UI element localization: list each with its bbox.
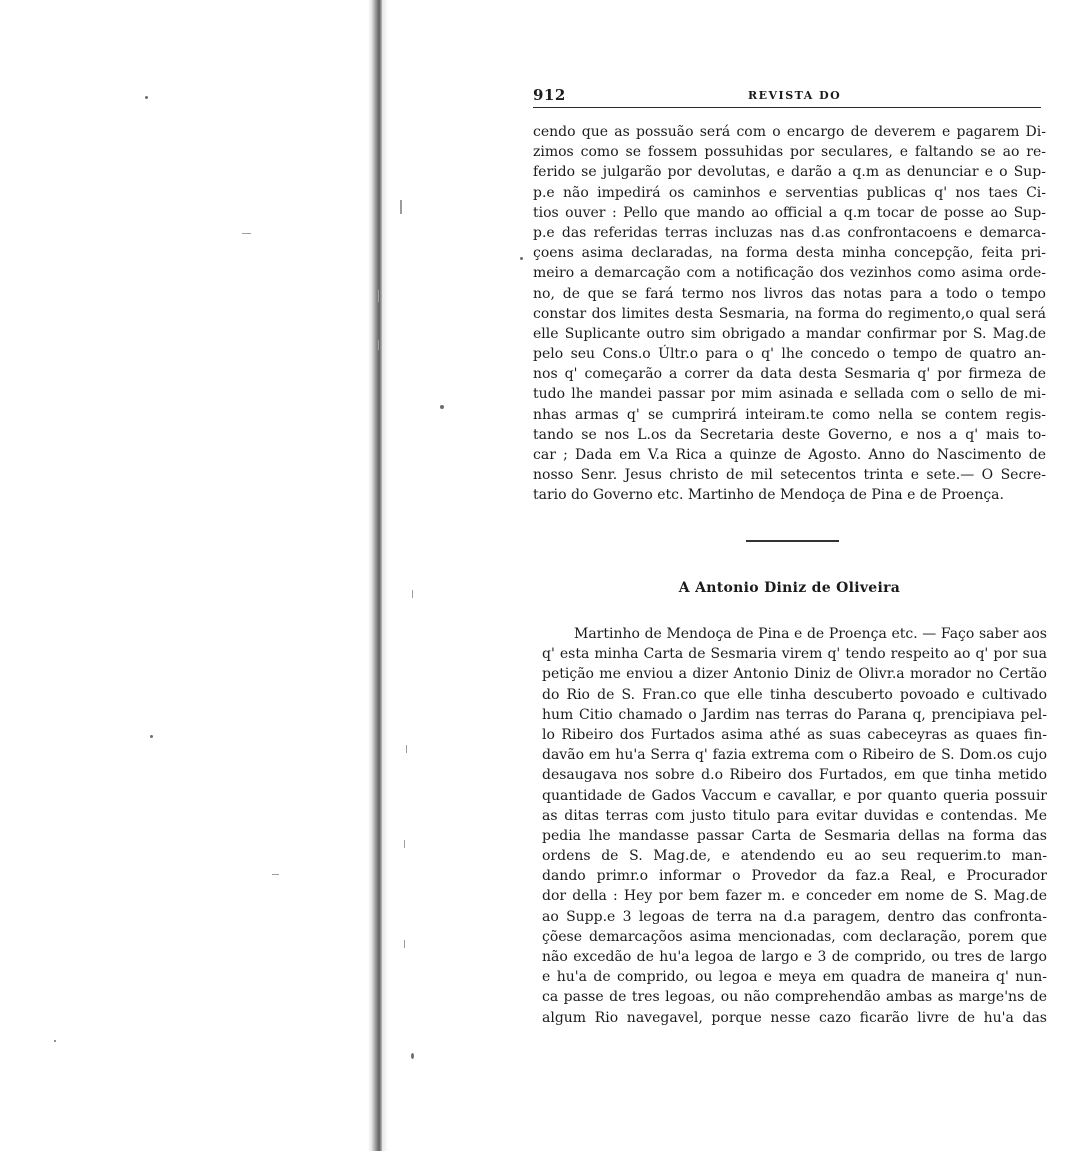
text-line: pedia lhe mandasse passar Carta de Sesmaria dellas na forma das xyxy=(542,827,1047,844)
text-line: petição me enviou a dizer Antonio Diniz de Olivr.a morador no Certão xyxy=(542,666,1047,683)
page-header xyxy=(533,86,1041,108)
text-line: q' esta minha Carta de Sesmaria virem q' tendo respeito ao q' por sua xyxy=(542,646,1047,663)
text-line: tios ouver : Pello que mando ao official a q.m tocar de posse ao Sup- xyxy=(533,204,1046,221)
text-line: pelo seu Cons.o Últr.o para o q' lhe concedo o tempo de quatro an- xyxy=(533,346,1046,363)
text-line: no, de que se fará termo nos livros das notas para a todo o tempo xyxy=(533,285,1046,302)
text-line: tudo lhe mandei passar por mim asinada e sellada com o sello de mi- xyxy=(533,386,1046,403)
text-line: Martinho de Mendoça de Pina e de Proença etc. — Faço saber aos xyxy=(574,626,1047,642)
scan-mark xyxy=(404,840,405,848)
text-line: p.e não impedirá os caminhos e serventias publicas q' nos taes Ci- xyxy=(533,184,1046,201)
section-title: A Antonio Diniz de Oliveira xyxy=(678,580,901,596)
text-line: hum Citio chamado o Jardim nas terras do Parana q, prencipiava pel- xyxy=(542,706,1047,723)
scan-mark xyxy=(404,940,405,948)
text-line: dor della : Hey por bem fazer m. e conceder em nome de S. Mag.de xyxy=(542,888,1047,905)
text-line: ao Supp.e 3 legoas de terra na d.a paragem, dentro das confronta- xyxy=(542,908,1047,925)
text-line: davão em hu'a Serra q' fazia extrema com o Ribeiro de S. Dom.os cujo xyxy=(542,747,1047,764)
text-line: elle Suplicante outro sim obrigado a mandar confirmar por S. Mag.de xyxy=(533,325,1046,342)
page-binding-gutter xyxy=(368,0,382,1151)
scan-mark xyxy=(406,745,407,753)
body-text xyxy=(542,624,1047,1028)
text-line: ca passe de tres legoas, ou não comprehendão ambas as marge'ns de xyxy=(542,989,1047,1006)
text-line: as ditas terras com justo titulo para evitar duvidas e contendas. Me xyxy=(542,807,1047,824)
gutter-shadow xyxy=(382,0,388,1151)
text-line: algum Rio navegavel, porque nesse cazo ficarão livre de hu'a das xyxy=(542,1009,1047,1026)
text-line: tando se nos L.os da Secretaria deste Governo, e nos a q' mais to- xyxy=(533,426,1046,443)
text-line: nos q' começarão a correr da data desta Sesmaria q' por firmeza de xyxy=(533,366,1046,383)
text-line: desaugava nos sobre d.o Ribeiro dos Furtados, em que tinha metido xyxy=(542,767,1047,784)
text-line: ferido se julgarão por devolutas, e darão a q.m as denunciar e o Sup- xyxy=(533,164,1046,181)
scan-speck xyxy=(145,96,148,99)
text-line: nhas armas q' se cumprirá inteiram.te como nella se contem regis- xyxy=(533,406,1046,423)
scan-speck xyxy=(520,257,523,260)
text-line: do Rio de S. Fran.co que elle tinha descuberto povoado e cultivado xyxy=(542,686,1047,703)
text-line: dando primr.o informar o Provedor da faz.a Real, e Procurador xyxy=(542,868,1047,885)
header-rule xyxy=(533,107,1041,108)
section-divider xyxy=(746,540,839,542)
text-line: tario do Governo etc. Martinho de Mendoça de Pina e de Proença. xyxy=(533,487,1004,504)
text-line: não excedão de hu'a legoa de largo e 3 de comprido, ou tres de largo xyxy=(542,949,1047,965)
text-line: nosso Senr. Jesus christo de mil setecentos trinta e sete.— O Secre- xyxy=(533,467,1046,484)
text-line: lo Ribeiro dos Furtados asima athé as suas cabeceyras as quaes fin- xyxy=(542,726,1047,743)
scan-mark xyxy=(378,340,379,350)
scan-speck xyxy=(150,735,153,738)
text-line: cendo que as possuão será com o encargo de deverem e pagarem Di- xyxy=(533,124,1046,140)
scan-mark xyxy=(378,290,379,302)
text-line: p.e das referidas terras incluzas nas d.as confrontacoens e demarca- xyxy=(533,224,1046,241)
text-line: zimos como se fossem possuhidas por seculares, e faltando se ao re- xyxy=(533,144,1046,161)
scan-speck xyxy=(440,405,444,409)
page-number: 912 xyxy=(533,86,566,104)
scan-speck xyxy=(54,1040,56,1042)
text-line: çoens asima declaradas, na forma desta minha concepção, feita pri- xyxy=(533,245,1046,262)
body-text-continued xyxy=(533,122,1046,506)
text-line: çõese demarcaçõos asima mencionadas, com declaração, porem que xyxy=(542,928,1047,945)
text-line: meiro a demarcação com a notificação dos vezinhos como asima orde- xyxy=(533,265,1046,282)
scan-mark xyxy=(412,590,413,598)
text-line: e hu'a de comprido, ou legoa e meya em quadra de maneira q' nun- xyxy=(542,969,1047,986)
scan-mark xyxy=(272,874,279,875)
scan-mark xyxy=(400,200,402,214)
text-line: car ; Dada em V.a Rica a quinze de Agosto. Anno do Nascimento de xyxy=(533,447,1046,463)
text-line: constar dos limites desta Sesmaria, na forma do regimento,o qual será xyxy=(533,305,1046,322)
text-line: ordens de S. Mag.de, e atendendo eu ao seu requerim.to man- xyxy=(542,848,1047,865)
text-line: quantidade de Gados Vaccum e cavallar, e por quanto queria possuir xyxy=(542,787,1047,804)
running-head: REVISTA DO xyxy=(748,89,842,102)
scan-mark xyxy=(242,233,251,234)
scan-speck xyxy=(411,1053,414,1059)
